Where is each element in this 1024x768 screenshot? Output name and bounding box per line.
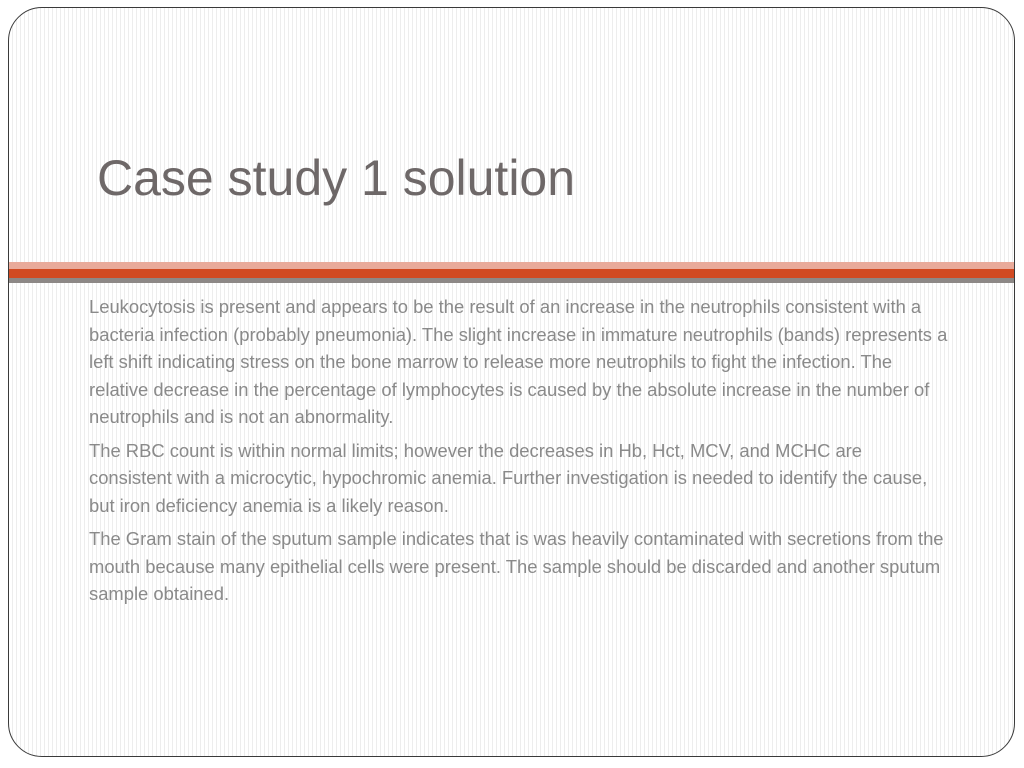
body-paragraph-gram-stain: The Gram stain of the sputum sample indicates that is was heavily contaminated with secretions from the mouth because many epithelial cells were present. The sample should be discarded and another sputum sample obtained.	[89, 528, 944, 604]
divider-stripe-orange	[9, 269, 1014, 278]
body-paragraph-rbc: The RBC count is within normal limits; however the decreases in Hb, Hct, MCV, and MCHC are consistent with a microcytic, hypochromic anemia. Further investigation is needed to identify the cause, but iron deficiency anemia is a likely reason.	[89, 439, 928, 516]
slide	[8, 7, 1015, 757]
slide-body	[89, 293, 949, 614]
divider-stripe-gray	[9, 278, 1014, 283]
body-paragraph-leukocytosis: Leukocytosis is present and appears to be the result of an increase in the neutrophils consistent with a bacteria infection (probably pneumonia). The slight increase in immature neutrophils (bands) represents a left shift indicating stress on the bone marrow to release more neutrophils to fight the infection. The relative decrease in the percentage of lymphocytes is caused by the absolute increase in the number of neutrophils and is not an abnormality.	[89, 296, 948, 427]
title-divider	[9, 262, 1014, 284]
divider-stripe-pink	[9, 262, 1014, 269]
slide-title: Case study 1 solution	[97, 150, 576, 206]
